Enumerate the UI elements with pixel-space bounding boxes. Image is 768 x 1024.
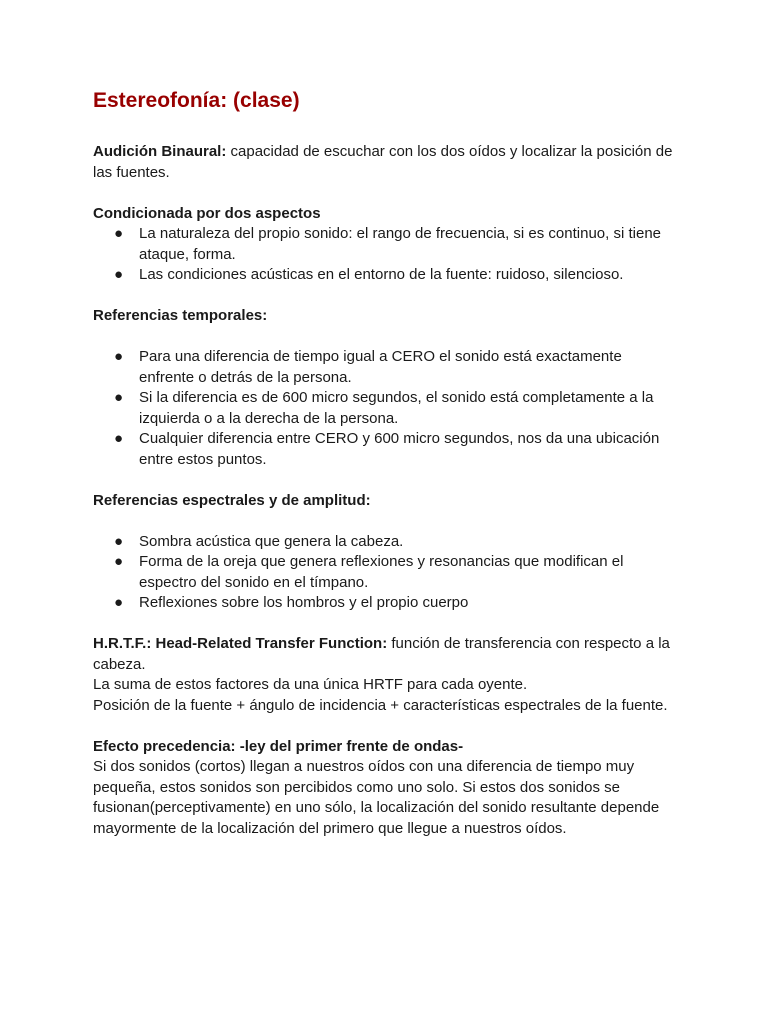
- list-item-text: Para una diferencia de tiempo igual a CERO el sonido está exactamente enfrente o detrás de la persona.: [139, 348, 622, 386]
- list-item-text: La naturaleza del propio sonido: el rango de frecuencia, si es continuo, si tiene ataque, forma.: [139, 225, 662, 263]
- document-page: [93, 86, 673, 839]
- bullet-icon: ●: [114, 553, 124, 570]
- spacer: [93, 183, 673, 204]
- hrtf-line-2: La suma de estos factores da una única HRTF para cada oyente.: [93, 676, 528, 693]
- list-item: [93, 388, 673, 429]
- spacer: [93, 327, 673, 348]
- conditioned-heading: Condicionada por dos aspectos: [93, 204, 321, 222]
- spacer: [93, 286, 673, 307]
- spacer: [93, 511, 673, 532]
- hrtf-paragraph: [93, 634, 673, 675]
- bullet-icon: ●: [114, 348, 124, 365]
- temporal-heading: Referencias temporales:: [93, 307, 268, 324]
- precedence-text: Si dos sonidos (cortos) llegan a nuestros oídos con una diferencia de tiempo muy pequeña, estos sonidos son percibidos como uno solo. Si estos dos sonidos se fusionan(perceptivamente) en uno sólo, la localización del sonido resultante depende mayormente de la localización del primero que llegue a nuestros oídos.: [93, 758, 660, 837]
- temporal-list: [93, 347, 673, 470]
- bullet-icon: ●: [114, 225, 124, 242]
- bullet-icon: ●: [114, 389, 124, 406]
- list-item-text: Forma de la oreja que genera reflexiones y resonancias que modifican el espectro del sonido en el tímpano.: [139, 553, 624, 591]
- binaural-paragraph: [93, 142, 673, 183]
- page-title: Estereofonía: (clase): [93, 89, 300, 112]
- precedence-heading: Efecto precedencia: -ley del primer frente de ondas-: [93, 737, 464, 755]
- list-item-text: Las condiciones acústicas en el entorno de la fuente: ruidoso, silencioso.: [139, 266, 624, 283]
- list-item: [93, 265, 673, 286]
- list-item: [93, 224, 673, 265]
- list-item: [93, 552, 673, 593]
- list-item-text: Sombra acústica que genera la cabeza.: [139, 532, 404, 550]
- conditioned-list: [93, 224, 673, 286]
- bullet-icon: ●: [114, 430, 124, 447]
- binaural-text: capacidad de escuchar con los dos oídos y localizar la posición de las fuentes.: [93, 143, 673, 181]
- spectral-heading: Referencias espectrales y de amplitud:: [93, 491, 371, 509]
- binaural-label: Audición Binaural:: [93, 143, 227, 160]
- bullet-icon: ●: [114, 532, 124, 550]
- list-item-text: Reflexiones sobre los hombros y el propio cuerpo: [139, 594, 469, 611]
- list-item: [93, 429, 673, 470]
- bullet-icon: ●: [114, 266, 124, 283]
- list-item: [93, 593, 673, 614]
- bullet-icon: ●: [114, 594, 124, 611]
- hrtf-label: H.R.T.F.: Head-Related Transfer Function:: [93, 635, 388, 652]
- hrtf-line-3: Posición de la fuente + ángulo de incidencia + características espectrales de la fuente.: [93, 696, 668, 714]
- hrtf-text: función de transferencia con respecto a la cabeza.: [93, 635, 670, 673]
- spacer: [93, 470, 673, 491]
- spectral-list: [93, 532, 673, 614]
- list-item: [93, 347, 673, 388]
- spacer: [93, 614, 673, 635]
- list-item-text: Si la diferencia es de 600 micro segundos, el sonido está completamente a la izquierda o a la derecha de la persona.: [139, 389, 654, 427]
- list-item-text: Cualquier diferencia entre CERO y 600 micro segundos, nos da una ubicación entre estos puntos.: [139, 430, 660, 468]
- list-item: [93, 532, 673, 553]
- spacer: [93, 716, 673, 737]
